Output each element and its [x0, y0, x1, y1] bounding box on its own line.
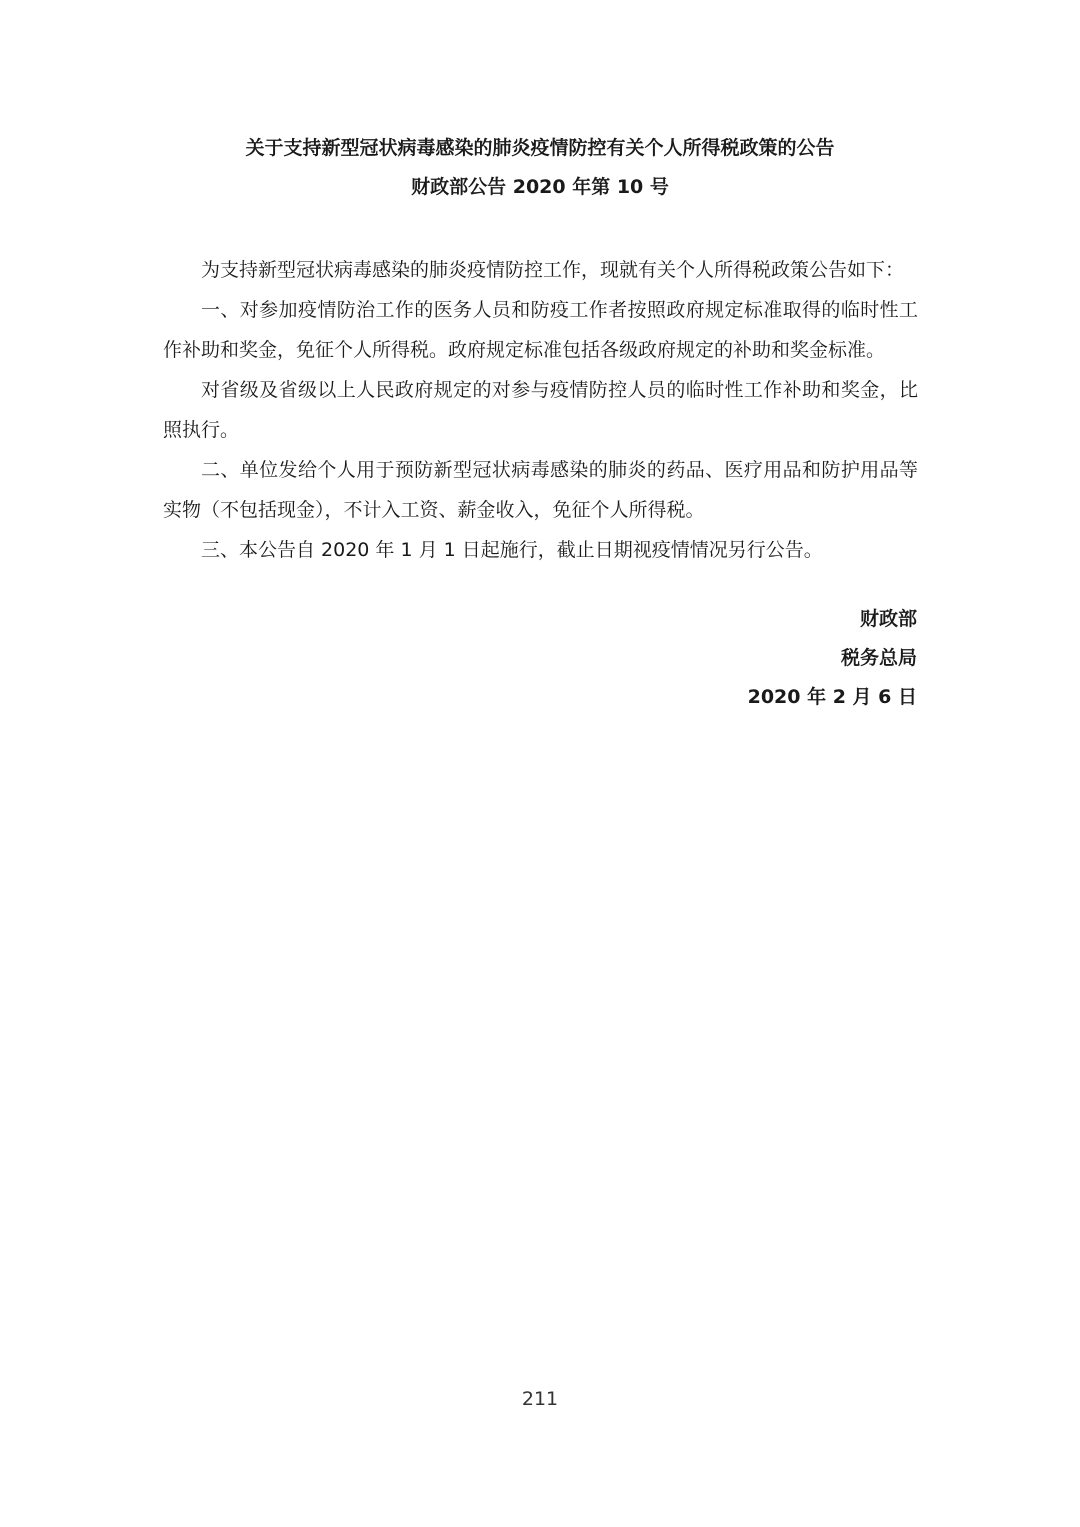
paragraph-item-1-note: 对省级及省级以上人民政府规定的对参与疫情防控人员的临时性工作补助和奖金，比照执行。 [163, 379, 918, 441]
signature-date: 2020 年 2 月 6 日 [747, 686, 917, 708]
document-body [163, 250, 918, 570]
paragraph-item-2: 二、单位发给个人用于预防新型冠状病毒感染的肺炎的药品、医疗用品和防护用品等实物（不包括现金），不计入工资、薪金收入，免征个人所得税。 [163, 459, 918, 521]
signature-org-tax-bureau: 税务总局 [840, 647, 917, 669]
page-number: 211 [521, 1388, 559, 1410]
document-subtitle: 财政部公告 2020 年第 10 号 [411, 176, 669, 198]
paragraph-intro: 为支持新型冠状病毒感染的肺炎疫情防控工作，现就有关个人所得税政策公告如下： [201, 259, 905, 281]
paragraph-item-3: 三、本公告自 2020 年 1 月 1 日起施行，截止日期视疫情情况另行公告。 [201, 539, 823, 561]
paragraph-item-1: 一、对参加疫情防治工作的医务人员和防疫工作者按照政府规定标准取得的临时性工作补助和奖金，免征个人所得税。政府规定标准包括各级政府规定的补助和奖金标准。 [163, 299, 918, 361]
document-title: 关于支持新型冠状病毒感染的肺炎疫情防控有关个人所得税政策的公告 [245, 137, 835, 159]
signature-org-ministry: 财政部 [859, 608, 917, 630]
